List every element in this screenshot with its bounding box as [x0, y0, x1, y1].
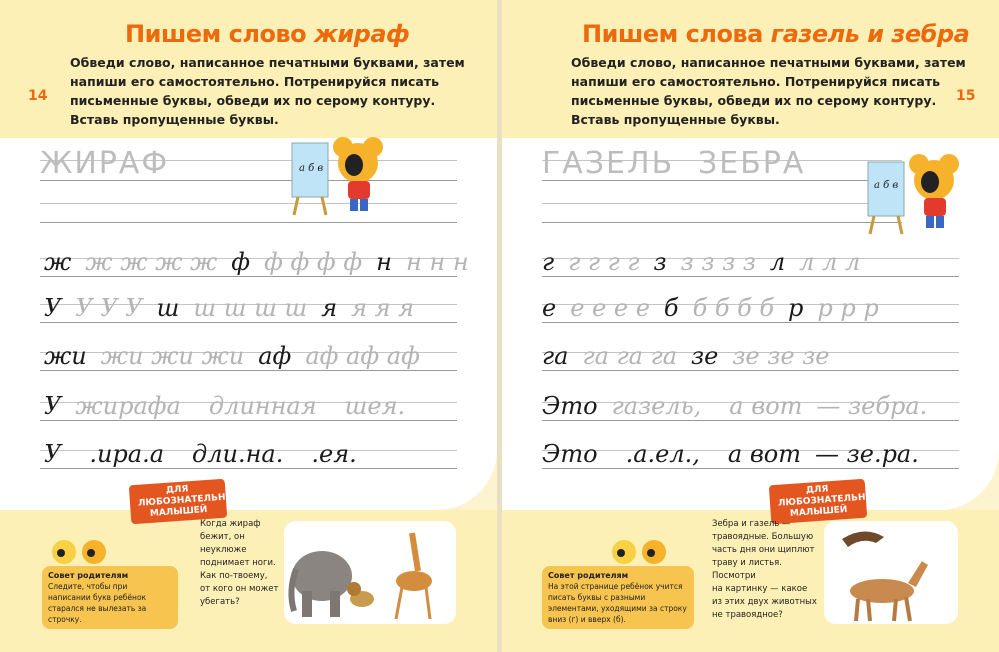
koala-teacher-illustration	[864, 150, 964, 236]
koala-pair-illustration	[610, 536, 670, 568]
print-word-trace: ГАЗЕЛЬ	[542, 146, 675, 181]
trace-letters: ш ш ш ш	[193, 294, 308, 322]
model-letter: н	[376, 248, 392, 276]
model-letter: ф	[231, 248, 251, 276]
model-letter: ш	[156, 294, 180, 322]
curious-kids-tag: ДЛЯ ЛЮБОЗНАТЕЛЬНЫХ МАЛЫШЕЙ	[769, 479, 867, 525]
trace-letters: я я я	[351, 294, 415, 322]
practice-row	[542, 248, 860, 276]
practice-row	[44, 294, 414, 322]
model-letter: л	[769, 248, 786, 276]
trace-letters: з з з з	[680, 248, 756, 276]
model-letter: е	[542, 294, 557, 322]
animals-photo	[284, 521, 456, 624]
right-page	[502, 0, 999, 652]
easel-letters: а б в	[299, 163, 324, 174]
practice-row	[542, 294, 879, 322]
practice-row	[542, 342, 829, 370]
fill-in-row: Это .а.ел., а вот — зе.ра.	[542, 440, 919, 468]
trace-letters: е е е е	[570, 294, 650, 322]
left-page	[0, 0, 497, 652]
question-text: Зебра и газель — травоядные. Большую часть дня они щиплют траву и листья. Посмотри на картинку — какое из этих двух животных не травоядное?	[712, 519, 817, 620]
model-letter: г	[542, 248, 555, 276]
page-title: Пишем слово жираф	[125, 20, 410, 48]
trace-letters: ж ж ж ж	[85, 248, 218, 276]
trace-letters: р р р	[817, 294, 879, 322]
trace-letters: г г г г	[568, 248, 640, 276]
trace-letters: л л л	[799, 248, 861, 276]
print-word-trace: ЗЕБРА	[698, 146, 806, 181]
parent-advice: Совет родителям На этой странице ребёнок учится писать буквы с разными элементами, уходящими за строку вниз (г) и вверх (б).	[542, 566, 694, 629]
parent-advice: Совет родителям Следите, чтобы при написании букв ребёнок старался не вылезать за строчку.	[42, 566, 178, 629]
model-syllable: зе	[691, 342, 719, 370]
trace-letters: н н н	[405, 248, 469, 276]
instructions: Обведи слово, написанное печатными буквами, затем напиши его самостоятельно. Потренируйся писать письменные буквы, обведи их по серому контуру. Вставь пропущенные буквы.	[571, 55, 966, 127]
sentence-row: У жирафа длинная шея.	[44, 392, 406, 420]
practice-row	[44, 342, 420, 370]
model-letter: ж	[44, 248, 72, 276]
koala-pair-illustration	[50, 536, 110, 568]
model-letter: з	[653, 248, 667, 276]
print-word-trace: ЖИРАФ	[40, 146, 170, 181]
instructions: Обведи слово, написанное печатными буквами, затем напиши его самостоятельно. Потренируйся писать письменные буквы, обведи их по серому контуру. Вставь пропущенные буквы.	[70, 55, 465, 127]
model-letter: б	[663, 294, 679, 322]
model-syllable: га	[542, 342, 569, 370]
trace-letters: У У У	[75, 294, 143, 322]
model-syllable: жи	[44, 342, 87, 370]
trace-syllables: жи жи жи	[100, 342, 245, 370]
koala-teacher-illustration	[288, 135, 388, 217]
animals-photo	[824, 521, 958, 624]
question-text: Когда жираф бежит, он неуклюже поднимает ноги. Как по-твоему, от кого он может убегать?	[200, 519, 279, 607]
model-letter: У	[44, 294, 62, 322]
guide-line	[40, 222, 457, 223]
model-letter: я	[321, 294, 338, 322]
model-syllable: аф	[258, 342, 292, 370]
page-title: Пишем слова газель и зебра	[582, 20, 970, 48]
model-letter: р	[788, 294, 804, 322]
trace-syllables: га га га	[582, 342, 678, 370]
guide-line	[40, 203, 457, 204]
page-number: 15	[956, 88, 976, 104]
page-number: 14	[28, 88, 48, 104]
trace-letters: б б б б	[692, 294, 775, 322]
curious-kids-tag: ДЛЯ ЛЮБОЗНАТЕЛЬНЫХ МАЛЫШЕЙ	[129, 479, 227, 525]
fill-in-row: У .ира.а дли.на. .ея.	[44, 440, 357, 468]
easel-letters: а б в	[874, 180, 899, 191]
trace-syllables: зе зе зе	[732, 342, 830, 370]
trace-letters: ф ф ф ф	[264, 248, 363, 276]
trace-syllables: аф аф аф	[305, 342, 420, 370]
sentence-row: Это газель, а вот — зебра.	[542, 392, 928, 420]
practice-row	[44, 248, 469, 276]
